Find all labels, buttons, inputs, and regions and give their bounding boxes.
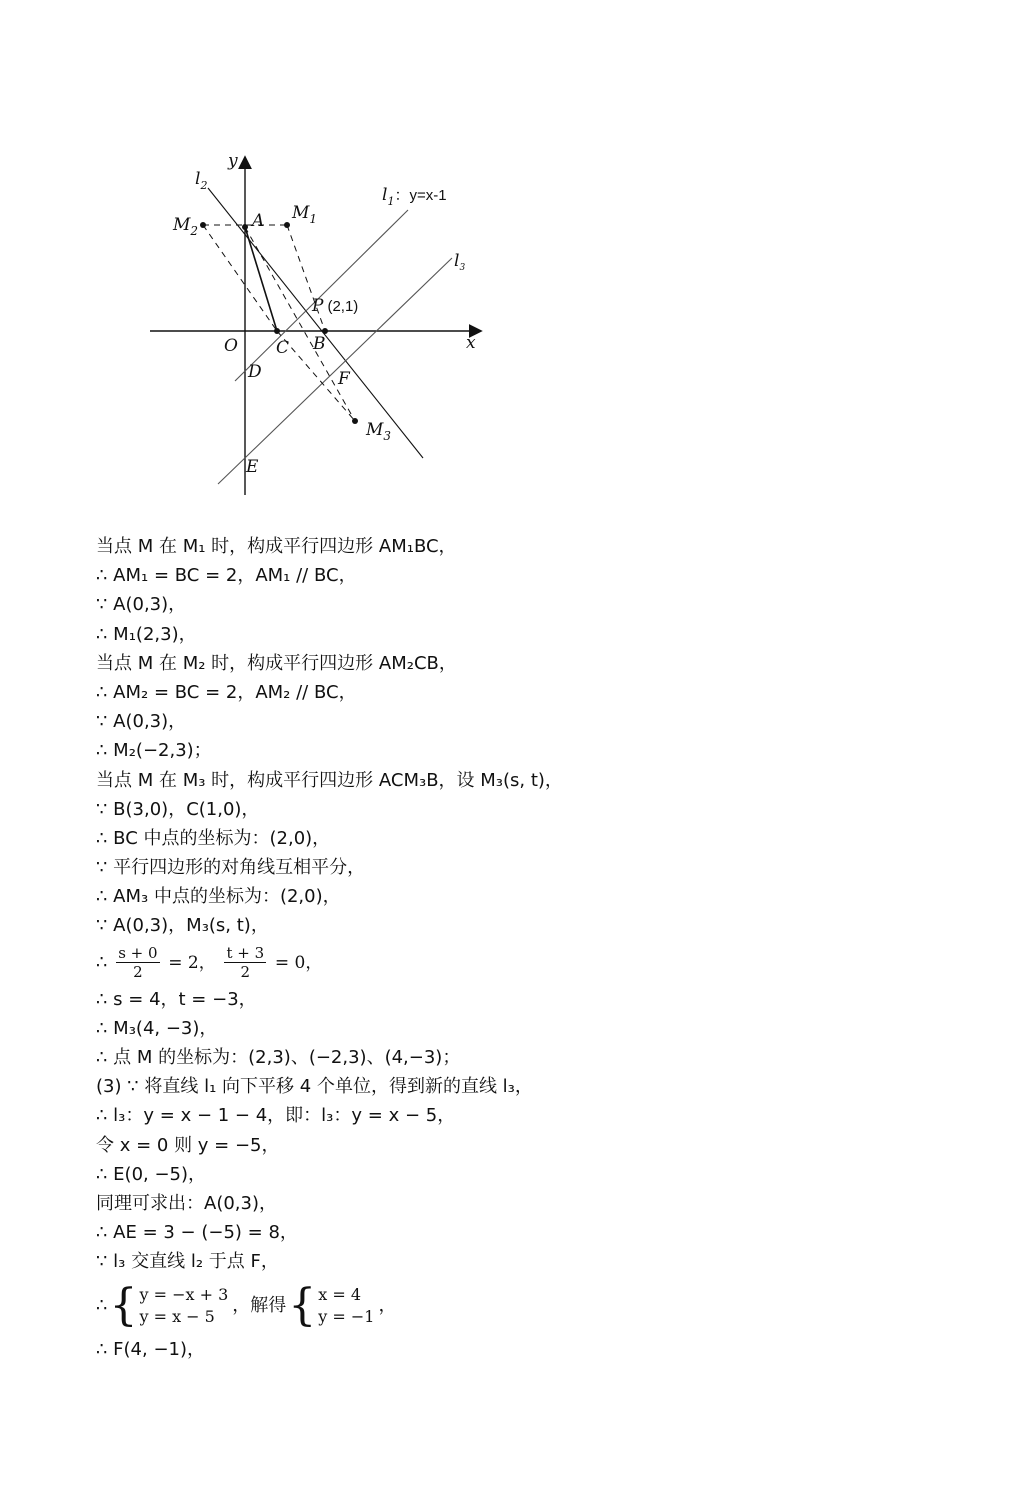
- solution-text: [96, 532, 996, 1364]
- point-E-label: E: [246, 457, 259, 477]
- point-C-label: C: [276, 338, 290, 358]
- fraction: $\frac{t + 3}{2}$: [226, 944, 265, 982]
- solution-line: (3) ∵ 将直线 l₁ 向下平移 4 个单位，得到新的直线 l₃，: [96, 1076, 533, 1098]
- point-M1-label: $M_1$: [292, 203, 318, 226]
- solution-line: ∴ M₃(4, −3)，: [96, 1017, 218, 1039]
- solution-line: ∵ A(0,3)，: [96, 594, 187, 616]
- segment-AC: [245, 227, 277, 331]
- solution-line: ∴ AM₃ 中点的坐标为：(2,0)，: [96, 886, 341, 908]
- solution-line: ∴ F(4, −1)，: [96, 1338, 206, 1360]
- point-F-label: F: [338, 369, 350, 389]
- point-D-label: D: [248, 362, 262, 382]
- solution-line: ∴ M₁(2,3)，: [96, 623, 197, 645]
- axis-x-label: x: [466, 333, 476, 353]
- left-brace: {: [109, 1279, 138, 1331]
- solution-line: 当点 M 在 M₃ 时，构成平行四边形 ACM₃B，设 M₃(s, t)，: [96, 769, 563, 791]
- solution-line: 当点 M 在 M₁ 时，构成平行四边形 AM₁BC，: [96, 536, 457, 557]
- solution-system: x = 4 y = −1: [318, 1284, 375, 1326]
- solution-line: ∴ BC 中点的坐标为：(2,0)，: [96, 827, 331, 849]
- equation-system-line: ∴ { y = −x + 3 y = x − 5 ，解得 { x = 4 y = −1 ，: [96, 1279, 397, 1331]
- fraction: $\frac{s + 0}{2}$: [118, 944, 158, 982]
- solution-line: ∵ A(0,3)，M₃(s, t)，: [96, 915, 269, 937]
- point-M2-label: $M_2$: [173, 215, 199, 238]
- solution-line: ∴ s = 4，t = −3，: [96, 988, 257, 1010]
- equation-system: y = −x + 3 y = x − 5: [139, 1284, 229, 1326]
- solution-line: ∵ A(0,3)，: [96, 711, 187, 733]
- solution-line: ∴ M₂(−2,3)；: [96, 740, 212, 762]
- solution-line: ∴ 点 M 的坐标为：(2,3)、(−2,3)、(4,−3)；: [96, 1047, 461, 1068]
- origin-label: O: [224, 336, 238, 356]
- solution-line: 令 x = 0 则 y = −5，: [96, 1134, 280, 1156]
- solution-line: ∵ l₃ 交直线 l₂ 于点 F，: [96, 1251, 279, 1273]
- coordinate-figure: [140, 148, 500, 508]
- solution-line: ∵ 平行四边形的对角线互相平分，: [96, 857, 366, 879]
- axis-y-label: y: [228, 151, 238, 171]
- l1-label: $l_1$：y=x-1: [382, 185, 447, 208]
- dashed-construction: [203, 225, 355, 421]
- solution-line: ∴ E(0, −5)，: [96, 1163, 207, 1185]
- line-l2: [208, 188, 423, 458]
- l2-label: $l_2$: [195, 169, 208, 192]
- point-markers: [200, 222, 358, 424]
- point-B-label: B: [313, 334, 326, 354]
- l3-label: $l_3$: [454, 251, 466, 273]
- solution-line: ∴ l₃：y = x − 1 − 4，即：l₃：y = x − 5，: [96, 1105, 456, 1127]
- solution-line: ∴ AM₁ = BC = 2，AM₁ // BC，: [96, 565, 357, 587]
- solution-line: 当点 M 在 M₂ 时，构成平行四边形 AM₂CB，: [96, 652, 457, 674]
- point-A-label: A: [252, 211, 265, 231]
- point-P-label: P (2,1): [312, 296, 359, 316]
- solution-line: ∵ B(3,0)，C(1,0)，: [96, 798, 260, 820]
- left-brace: {: [288, 1279, 317, 1331]
- fraction-equation-line: ∴ $\frac{s + 0}{2}$ = 2， $\frac{t + 3}{2}$ = 0，: [96, 944, 323, 982]
- solution-line: ∴ AE = 3 − (−5) = 8，: [96, 1222, 298, 1244]
- solution-line: ∴ AM₂ = BC = 2，AM₂ // BC，: [96, 681, 357, 703]
- solution-line: 同理可求出：A(0,3)，: [96, 1192, 277, 1214]
- point-M3-label: $M_3$: [366, 420, 392, 443]
